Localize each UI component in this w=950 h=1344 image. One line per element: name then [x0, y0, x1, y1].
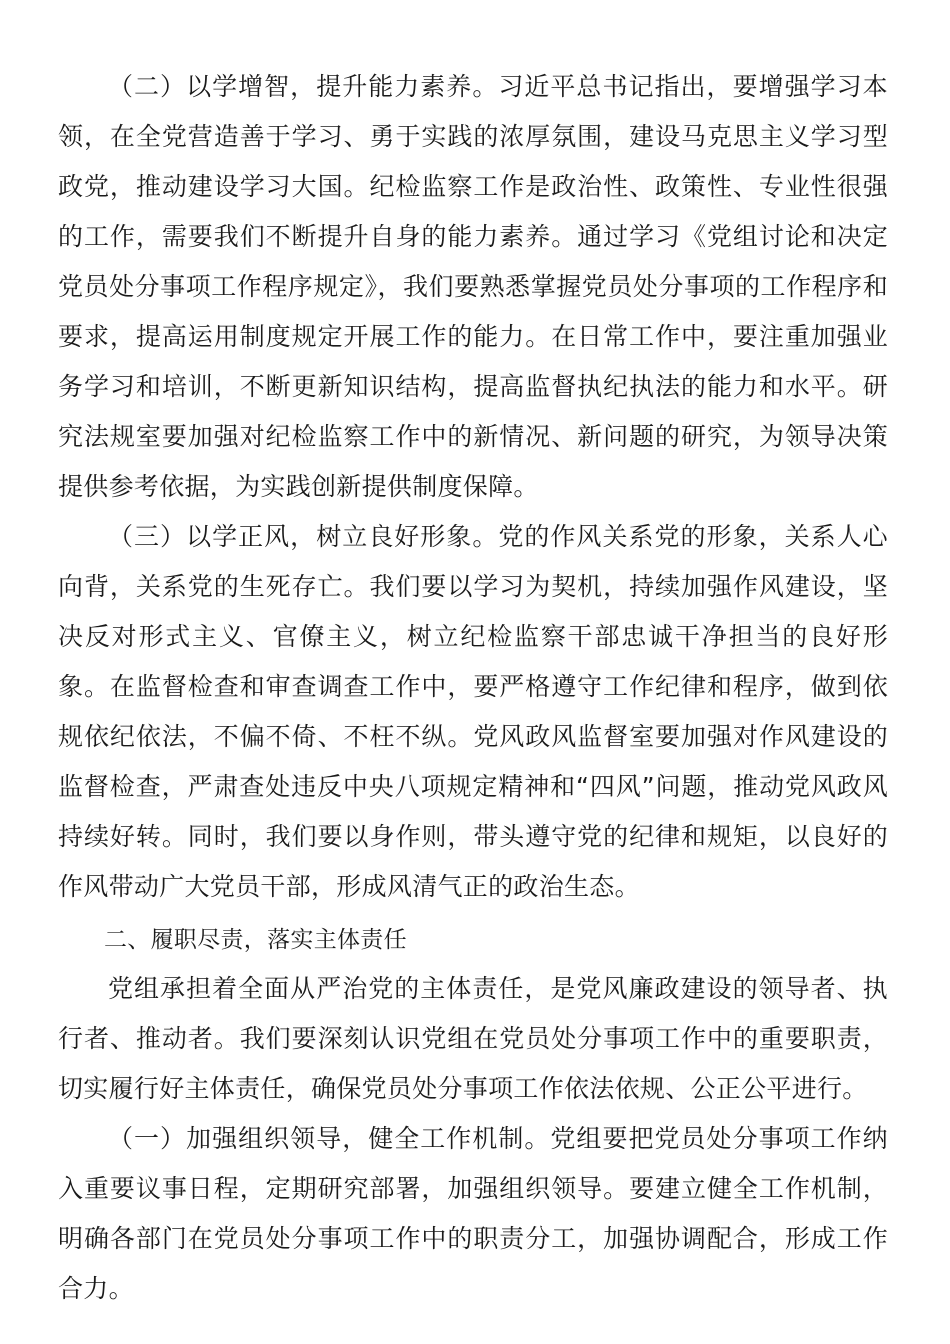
paragraph-learning-ability: （二）以学增智，提升能力素养。习近平总书记指出，要增强学习本领，在全党营造善于学习、勇于实践的浓厚氛围，建设马克思主义学习型政党，推动建设学习大国。纪检监察工作是政治性、政策性、专业性很强的工作，需要我们不断提升自身的能力素养。通过学习《党组讨论和决定党员处分事项工作程序规定》，我们要熟悉掌握党员处分事项的工作程序和要求，提高运用制度规定开展工作的能力。在日常工作中，要注重加强业务学习和培训，不断更新知识结构，提高监督执纪执法的能力和水平。研究法规室要加强对纪检监察工作中的新情况、新问题的研究，为领导决策提供参考依据，为实践创新提供制度保障。	[58, 72, 888, 501]
paragraph-learning-style: （三）以学正风，树立良好形象。党的作风关系党的形象，关系人心向背，关系党的生死存亡。我们要以学习为契机，持续加强作风建设，坚决反对形式主义、官僚主义，树立纪检监察干部忠诚干净担当的良好形象。在监督检查和审查调查工作中，要严格遵守工作纪律和程序，做到依规依纪依法，不偏不倚、不枉不纵。党风政风监督室要加强对作风建设的监督检查，严肃查处违反中央八项规定精神和“四风”问题，推动党风政风持续好转。同时，我们要以身作则，带头遵守党的纪律和规矩，以良好的作风带动广大党员干部，形成风清气正的政治生态。	[58, 522, 888, 901]
paragraph-organization-leadership: （一）加强组织领导，健全工作机制。党组要把党员处分事项工作纳入重要议事日程，定期研究部署，加强组织领导。要建立健全工作机制，明确各部门在党员处分事项工作中的职责分工，加强协调配合，形成工作合力。	[58, 1124, 888, 1303]
section-heading: 二、履职尽责，落实主体责任	[104, 927, 407, 953]
paragraph-party-group-duty: 党组承担着全面从严治党的主体责任，是党风廉政建设的领导者、执行者、推动者。我们要深刻认识党组在党员处分事项工作中的重要职责，切实履行好主体责任，确保党员处分事项工作依法依规、公正公平进行。	[58, 974, 888, 1103]
document-page	[58, 62, 888, 1314]
